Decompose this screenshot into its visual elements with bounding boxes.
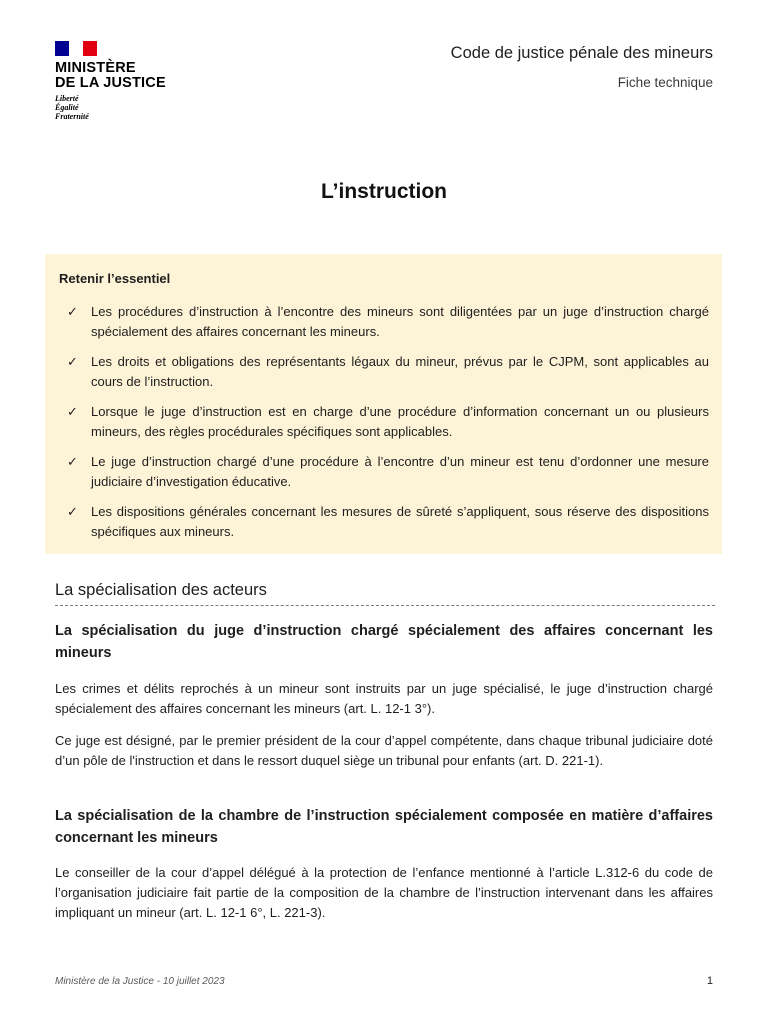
summary-box xyxy=(45,254,722,554)
motto-fraternite: Fraternité xyxy=(55,112,89,121)
subsection-heading-chambre: La spécialisation de la chambre de l’instruction spécialement composée en matière d’affaires concernant les mineurs xyxy=(55,808,713,846)
summary-item xyxy=(59,402,709,441)
ministry-name xyxy=(55,61,195,91)
page-title: L’instruction xyxy=(321,180,447,203)
summary-item xyxy=(59,452,709,491)
paragraph: Les crimes et délits reprochés à un mineur sont instruits par un juge spécialisé, le juge d’instruction chargé spécialement des affaires concernant les mineurs (art. L. 12-1 3°). xyxy=(55,681,713,716)
section-divider xyxy=(55,605,715,606)
footer-text: Ministère de la Justice - 10 juillet 2023 xyxy=(55,976,225,987)
checkmark-icon: ✓ xyxy=(67,504,78,519)
summary-title: Retenir l’essentiel xyxy=(59,271,171,286)
document-title: Code de justice pénale des mineurs xyxy=(450,44,713,62)
flag-blue-band xyxy=(55,41,69,56)
section-heading: La spécialisation des acteurs xyxy=(55,581,267,599)
motto-liberte: Liberté xyxy=(55,94,79,103)
summary-item-text: Les droits et obligations des représentants légaux du mineur, prévus par le CJPM, sont applicables au cours de l’instruction. xyxy=(91,354,709,389)
summary-list xyxy=(59,302,709,541)
checkmark-icon: ✓ xyxy=(67,354,78,369)
french-flag-icon xyxy=(55,41,97,56)
flag-red-band xyxy=(83,41,97,56)
summary-item xyxy=(59,302,709,341)
summary-item-text: Le juge d’instruction chargé d’une procédure à l’encontre d’un mineur est tenu d’ordonner une mesure judiciaire d’investigation éducative. xyxy=(91,454,709,489)
ministry-name-line1: MINISTÈRE xyxy=(55,60,136,76)
paragraph: Le conseiller de la cour d’appel délégué à la protection de l’enfance mentionné à l’article L.312-6 du code de l’organisation judiciaire fait partie de la composition de la chambre de l’instruction intervenant dans les affaires impliquant un mineur (art. L. 12-1 6°, L. 221-3). xyxy=(55,865,713,920)
republic-motto xyxy=(55,94,195,121)
summary-item-text: Les procédures d’instruction à l’encontre des mineurs sont diligentées par un juge d’instruction chargé spécialement des affaires concernant les mineurs. xyxy=(91,304,709,339)
checkmark-icon: ✓ xyxy=(67,454,78,469)
summary-item-text: Les dispositions générales concernant les mesures de sûreté s’appliquent, sous réserve des dispositions spécifiques aux mineurs. xyxy=(91,504,709,539)
motto-egalite: Égalité xyxy=(55,103,79,112)
summary-item-text: Lorsque le juge d’instruction est en charge d’une procédure d’information concernant un ou plusieurs mineurs, des règles procédurales spécifiques sont applicables. xyxy=(91,404,709,439)
page-number: 1 xyxy=(706,975,713,987)
paragraph: Ce juge est désigné, par le premier président de la cour d’appel compétente, dans chaque tribunal judiciaire doté d’un pôle de l'instruction et dans le ressort duquel siège un tribunal pour enfants (art. D. 221-1). xyxy=(55,733,713,768)
document-subtitle: Fiche technique xyxy=(617,75,713,90)
document-header xyxy=(451,42,713,92)
checkmark-icon: ✓ xyxy=(67,404,78,419)
subsection-heading-juge: La spécialisation du juge d’instruction chargé spécialement des affaires concernant les mineurs xyxy=(55,623,713,661)
checkmark-icon: ✓ xyxy=(67,304,78,319)
ministry-logo xyxy=(55,41,195,121)
flag-white-band xyxy=(69,41,83,56)
summary-item xyxy=(59,352,709,391)
ministry-name-line2: DE LA JUSTICE xyxy=(55,75,166,91)
summary-item xyxy=(59,502,709,541)
